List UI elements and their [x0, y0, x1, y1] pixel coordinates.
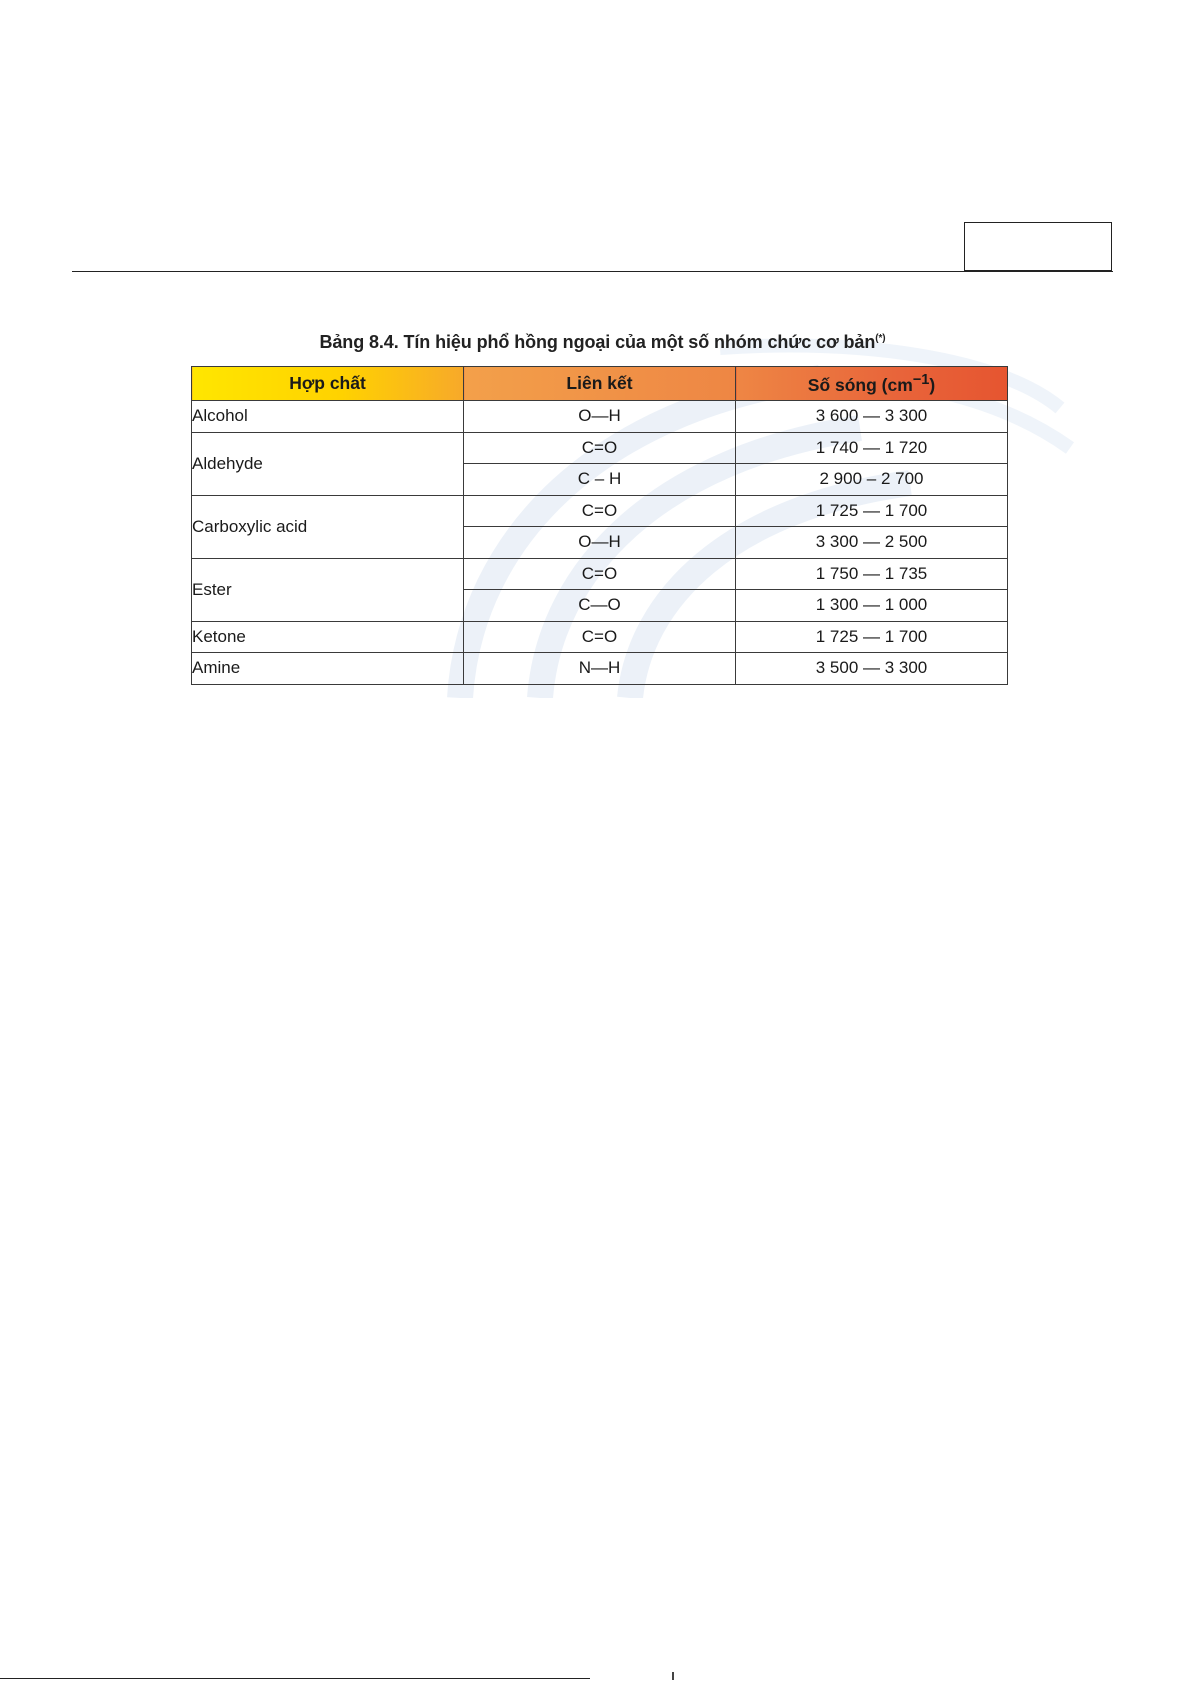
wavenumber-cell: 1 750 — 1 735 — [736, 558, 1008, 590]
footnote-rule — [0, 1678, 590, 1679]
compound-amine: Amine — [192, 653, 464, 685]
wavenumber-cell: 3 600 — 3 300 — [736, 401, 1008, 433]
ir-signal-table — [191, 366, 1008, 685]
wavenumber-cell: 3 500 — 3 300 — [736, 653, 1008, 685]
compound-ester: Ester — [192, 558, 464, 621]
bond-cell: O—H — [464, 401, 736, 433]
wavenumber-cell: 1 300 — 1 000 — [736, 590, 1008, 622]
wavenumber-cell: 2 900 – 2 700 — [736, 464, 1008, 496]
compound-carboxylic-acid: Carboxylic acid — [192, 495, 464, 558]
header-rule — [72, 271, 1113, 272]
compound-ketone: Ketone — [192, 621, 464, 653]
table-row — [192, 495, 1008, 527]
table-row — [192, 558, 1008, 590]
bond-cell: C=O — [464, 495, 736, 527]
table-title-note: (*) — [875, 333, 886, 344]
bond-cell: C—O — [464, 590, 736, 622]
table-row — [192, 621, 1008, 653]
header-compound: Hợp chất — [192, 367, 464, 401]
bond-cell: C – H — [464, 464, 736, 496]
header-wavenumber: Số sóng $(cm^{-1})$ — [736, 367, 1008, 401]
bond-cell: C=O — [464, 558, 736, 590]
table-title: Bảng 8.4. Tín hiệu phổ hồng ngoại của một số nhóm chức cơ bản(*) — [319, 332, 886, 352]
bond-cell: C=O — [464, 432, 736, 464]
table-header-row — [192, 367, 1008, 401]
compound-aldehyde: Aldehyde — [192, 432, 464, 495]
table-figure — [185, 318, 1020, 698]
header-box — [964, 222, 1112, 271]
wavenumber-cell: 3 300 — 2 500 — [736, 527, 1008, 559]
bond-cell: C=O — [464, 621, 736, 653]
table-row — [192, 401, 1008, 433]
compound-alcohol: Alcohol — [192, 401, 464, 433]
footer-mark — [672, 1672, 674, 1680]
bond-cell: N—H — [464, 653, 736, 685]
wavenumber-cell: 1 740 — 1 720 — [736, 432, 1008, 464]
bond-cell: O—H — [464, 527, 736, 559]
table-row — [192, 432, 1008, 464]
header-bond: Liên kết — [464, 367, 736, 401]
table-row — [192, 653, 1008, 685]
wavenumber-cell: 1 725 — 1 700 — [736, 621, 1008, 653]
wavenumber-cell: 1 725 — 1 700 — [736, 495, 1008, 527]
